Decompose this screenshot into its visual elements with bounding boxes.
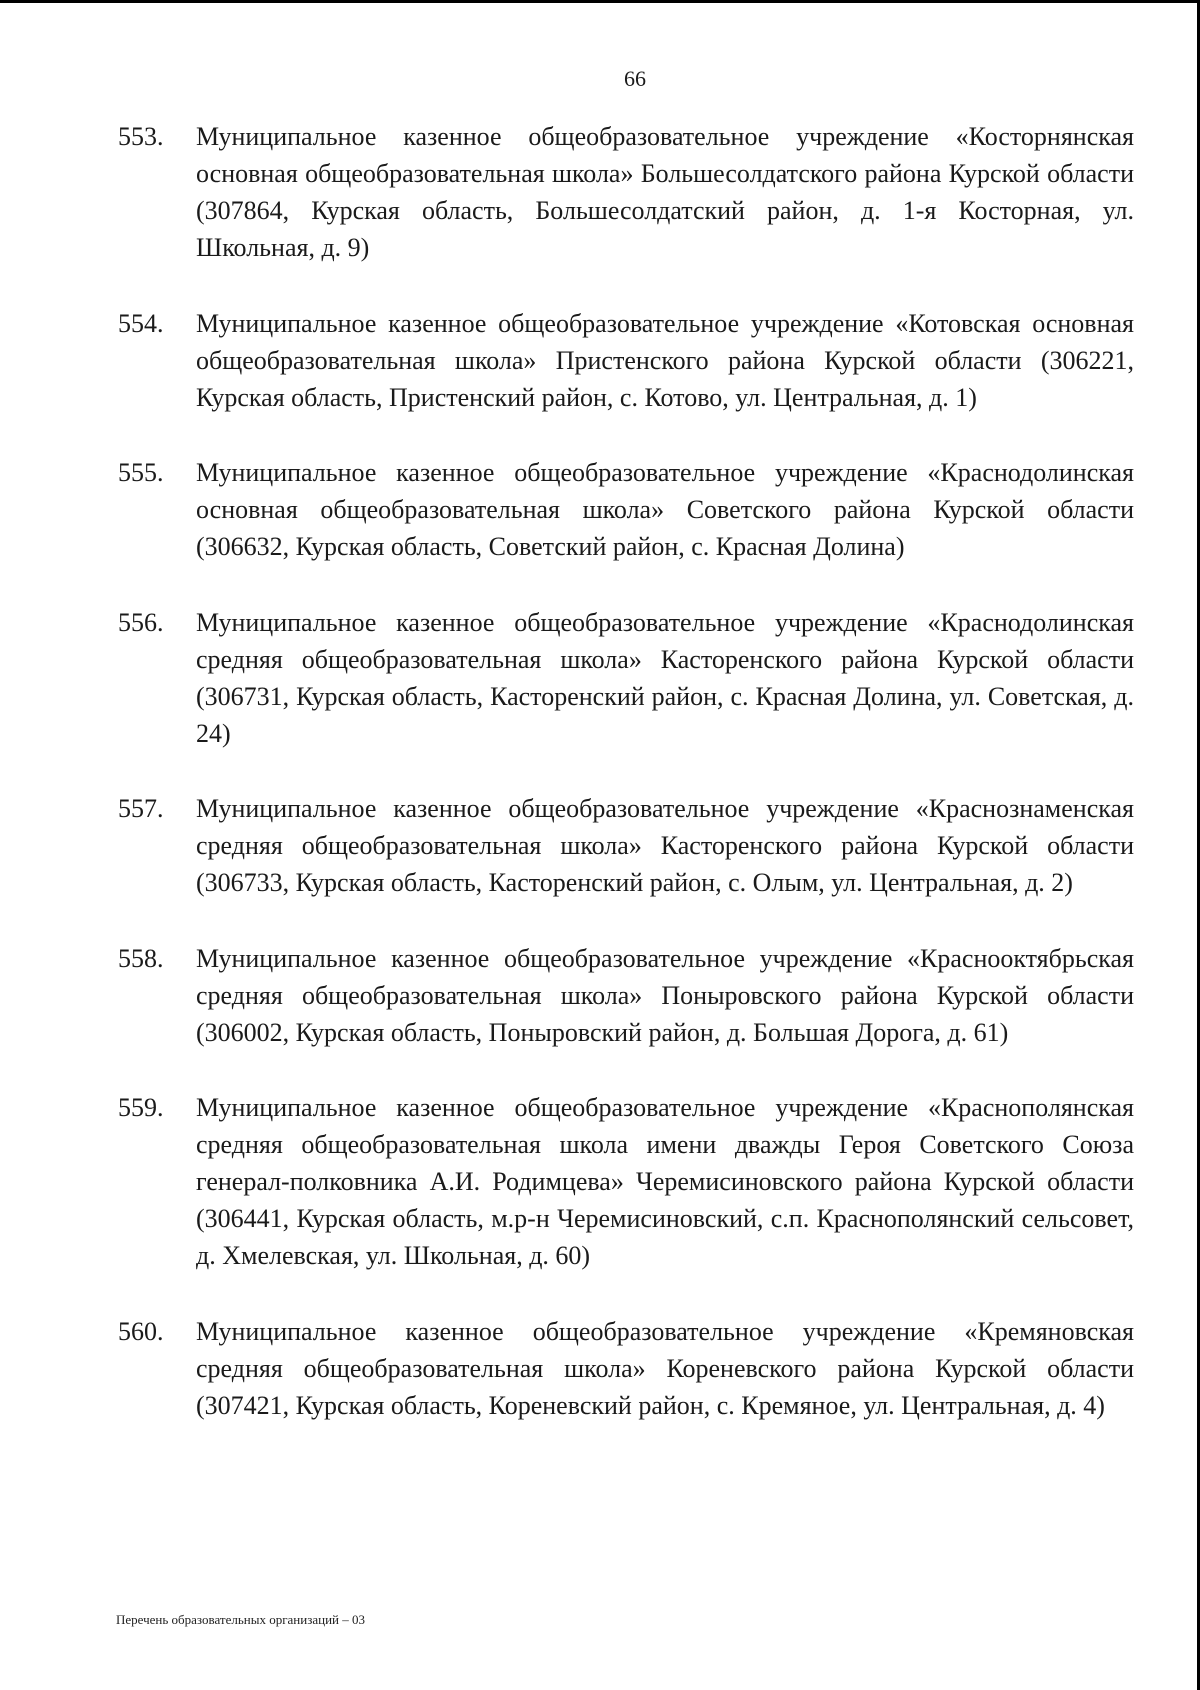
list-item <box>118 940 1134 1051</box>
list-item <box>118 118 1134 266</box>
page-number: 66 <box>624 66 646 91</box>
list-item-number: 557. <box>118 794 164 823</box>
list-item-text: Муниципальное казенное общеобразовательное учреждение «Косторнянская основная общеобразовательная школа» Большесолдатского района Курской области (307864, Курская область, Большесолдатский район, д. 1-я Косторная, ул. Школьная, д. 9) <box>196 122 1134 262</box>
list-item-number: 556. <box>118 607 164 637</box>
scan-border-top <box>0 0 1200 3</box>
list-item-number: 559. <box>118 1093 164 1122</box>
list-item <box>118 604 1134 752</box>
list-item-text: Муниципальное казенное общеобразовательное учреждение «Краснодолинская средняя общеобразовательная школа» Касторенского района Курской области (306731, Курская область, Касторенский район, с. Красная Долина, ул. Советская, д. 24) <box>196 607 1134 748</box>
list-item <box>118 1089 1134 1274</box>
list-item-text: Муниципальное казенное общеобразовательное учреждение «Краснознаменская средняя общеобразовательная школа» Касторенского района Курской области (306733, Курская область, Касторенский район, с. Олым, ул. Центральная, д. 2) <box>196 794 1134 897</box>
list-item-text: Муниципальное казенное общеобразовательное учреждение «Краснооктябрьская средняя общеобразовательная школа» Поныровского района Курской области (306002, Курская область, Поныровский район, д. Большая Дорога, д. 61) <box>196 943 1134 1047</box>
list-item-text: Муниципальное казенное общеобразовательное учреждение «Кремяновская средняя общеобразовательная школа» Кореневского района Курской области (307421, Курская область, Кореневский район, с. Кремяное, ул. Центральная, д. 4) <box>196 1316 1134 1420</box>
list-item <box>118 454 1134 565</box>
document-footer: Перечень образовательных организаций – 03 <box>116 1612 365 1627</box>
list-item <box>118 1313 1134 1424</box>
list-item-text: Муниципальное казенное общеобразовательное учреждение «Котовская основная общеобразовательная школа» Пристенского района Курской области (306221, Курская область, Пристенский район, с. Котово, ул. Центральная, д. 1) <box>196 308 1134 412</box>
list-item-number: 554. <box>118 308 164 338</box>
list-item-number: 560. <box>118 1316 164 1346</box>
list-item-number: 553. <box>118 122 164 151</box>
institution-list <box>118 118 1134 1462</box>
list-item-number: 555. <box>118 458 164 487</box>
list-item-number: 558. <box>118 943 164 973</box>
list-item <box>118 790 1134 901</box>
list-item-text: Муниципальное казенное общеобразовательное учреждение «Краснодолинская основная общеобразовательная школа» Советского района Курской области (306632, Курская область, Советский район, с. Красная Долина) <box>196 458 1134 561</box>
list-item-text: Муниципальное казенное общеобразовательное учреждение «Краснополянская средняя общеобразовательная школа имени дважды Героя Советского Союза генерал-полковника А.И. Родимцева» Черемисиновского района Курской области (306441, Курская область, м.р-н Черемисиновский, с.п. Краснополянский сельсовет, д. Хмелевская, ул. Школьная, д. 60) <box>196 1093 1134 1270</box>
list-item <box>118 305 1134 416</box>
